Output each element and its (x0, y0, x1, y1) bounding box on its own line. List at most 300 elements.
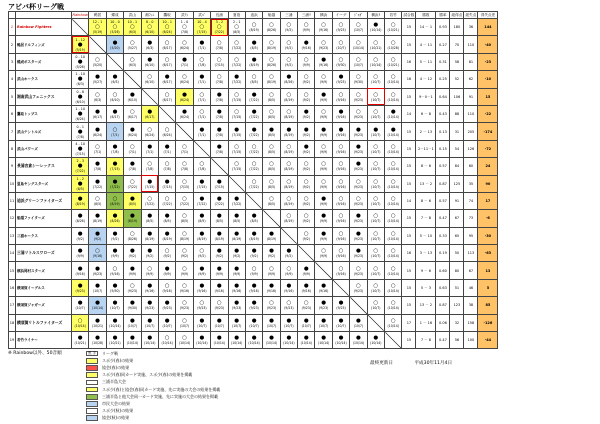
game-date: (9/9) (319, 167, 328, 172)
loss-mark: ● (77, 163, 83, 170)
game-date: (10/14) (387, 289, 399, 294)
header-opponent: Rainbow (72, 13, 88, 17)
loss-mark: ● (234, 265, 240, 272)
win-mark: ○ (390, 91, 396, 98)
result-cell (263, 71, 280, 88)
game-date: (7/8) (215, 115, 224, 120)
loss-mark: ● (234, 196, 240, 203)
game-date: (7/8) (111, 149, 119, 154)
team-name: 横須賀イーグルス (16, 279, 72, 296)
loss-mark: ● (251, 248, 257, 255)
result-cell (263, 158, 280, 175)
team-number: 15 (9, 262, 16, 279)
result-cell (280, 71, 297, 88)
game-date: (10/14) (335, 341, 347, 346)
win-mark: ○ (269, 143, 274, 150)
result-cell (106, 105, 123, 122)
game-date: (10/14) (387, 132, 399, 137)
result-cell (211, 227, 228, 244)
game-date: (10/14) (248, 341, 260, 346)
game-date: (5/26) (110, 30, 120, 35)
game-date: (10/14) (387, 271, 399, 276)
result-cell (385, 88, 402, 105)
win-mark: ○ (182, 230, 187, 237)
game-date: (9/16) (336, 149, 346, 154)
game-date: (8/5) (250, 80, 258, 85)
runs-scored: 125 (450, 175, 464, 192)
header-standing: 総失点 (465, 13, 477, 17)
win-mark: ○ (164, 283, 170, 290)
loss-mark: ● (147, 39, 153, 46)
legend-item (86, 364, 220, 371)
runs-scored: 65 (450, 227, 464, 244)
win-mark: ○ (303, 196, 309, 203)
legend-item (86, 393, 220, 400)
loss-mark: ● (77, 335, 83, 342)
team-number: 3 (9, 53, 16, 70)
win-mark: ○ (112, 91, 118, 98)
win-loss: 4 － 11 (416, 36, 436, 53)
score: 10 - 4 (197, 20, 207, 25)
result-cell (176, 210, 193, 227)
result-cell (89, 210, 106, 227)
game-date: (7/1) (146, 149, 154, 154)
game-date: (10/7) (371, 149, 381, 154)
legend (86, 350, 220, 422)
loss-mark: ● (303, 39, 309, 46)
games-played: 15 (402, 262, 416, 279)
result-cell (72, 245, 89, 262)
result-cell (89, 53, 106, 70)
win-mark: ○ (269, 265, 274, 272)
loss-mark: ● (164, 300, 170, 307)
game-date: (7/15) (232, 132, 242, 137)
result-cell (367, 53, 384, 70)
game-date: (7/8) (93, 167, 102, 172)
result-cell (176, 19, 193, 36)
game-date: (10/7) (371, 306, 381, 311)
result-cell (72, 314, 89, 331)
win-mark: ○ (390, 178, 396, 185)
loss-mark: ● (147, 213, 153, 220)
game-date: (5/27) (92, 80, 103, 85)
result-cell (367, 175, 384, 192)
result-cell (211, 158, 228, 175)
win-mark: ○ (303, 300, 309, 307)
result-cell (332, 158, 349, 175)
game-date: (9/16) (110, 271, 120, 276)
game-date: (7/22) (214, 30, 224, 35)
loss-mark: ● (95, 178, 100, 185)
loss-mark: ● (77, 128, 83, 135)
games-played: 15 (402, 210, 416, 227)
result-cell (280, 158, 297, 175)
loss-mark: ● (251, 213, 257, 220)
result-cell (367, 123, 384, 140)
result-cell (211, 332, 228, 349)
game-date: (9/9) (146, 271, 154, 276)
result-cell (245, 192, 262, 209)
game-date: (6/17) (127, 115, 138, 120)
result-cell (315, 175, 332, 192)
game-date: (6/10) (145, 30, 155, 35)
win-mark: ○ (77, 317, 83, 324)
win-mark: ○ (338, 22, 344, 29)
loss-mark: ● (112, 143, 118, 150)
win-mark: ○ (373, 161, 379, 168)
game-date: (10/7) (249, 323, 259, 328)
win-mark: ○ (182, 178, 187, 185)
loss-mark: ● (199, 126, 205, 133)
game-date: (10/7) (92, 289, 103, 294)
result-cell (106, 36, 123, 53)
game-date: (8/19) (284, 219, 294, 224)
game-date: (10/7) (75, 306, 85, 311)
win-loss: 1 － 16 (416, 314, 436, 331)
result-cell (385, 210, 402, 227)
game-date: (9/23) (75, 289, 85, 294)
legend-item (86, 350, 220, 357)
result-cell (176, 123, 193, 140)
win-mark: ○ (147, 196, 153, 203)
loss-mark: ● (216, 283, 222, 290)
game-date: (9/16) (336, 115, 346, 120)
legend-item (86, 372, 220, 379)
result-cell (298, 245, 315, 262)
win-mark: ○ (147, 161, 153, 168)
loss-mark: ● (77, 58, 83, 65)
win-mark: ○ (338, 213, 344, 220)
win-mark: ○ (373, 196, 379, 203)
header-no (9, 12, 16, 19)
result-cell (315, 36, 332, 53)
game-date: (8/19) (284, 184, 294, 189)
result-cell (106, 53, 123, 70)
result-cell (106, 71, 123, 88)
loss-mark: ● (164, 213, 170, 220)
win-mark: ○ (129, 178, 135, 185)
result-cell (89, 175, 106, 192)
result-cell (315, 210, 332, 227)
game-date: (9/2) (302, 184, 310, 189)
game-date: (8/5) (146, 219, 154, 224)
team-name: 横須賀ジャガーズ (16, 297, 72, 314)
loss-mark: ● (95, 317, 100, 324)
result-cell (124, 123, 141, 140)
loss-mark: ● (356, 335, 361, 342)
win-mark: ○ (356, 178, 361, 185)
result-cell (124, 158, 141, 175)
loss-mark: ● (234, 317, 240, 324)
result-cell (72, 279, 89, 296)
runs-scored: 84 (450, 158, 464, 175)
header-opponent: 鷹取 (158, 12, 175, 19)
team-number: 14 (9, 245, 16, 262)
loss-mark: ● (147, 248, 153, 255)
win-mark: ○ (182, 161, 187, 168)
game-date: (7/22) (232, 45, 242, 50)
loss-mark: ● (321, 213, 327, 220)
win-pct: 0.25 (436, 71, 450, 88)
game-date: (10/7) (371, 97, 381, 102)
loss-mark: ● (356, 143, 361, 150)
game-date: (7/22) (232, 80, 242, 85)
game-date: (9/2) (302, 132, 310, 137)
game-date: (8/5) (233, 30, 241, 35)
result-cell (158, 210, 175, 227)
run-diff: 5 (478, 279, 498, 296)
game-date: (6/17) (145, 115, 155, 120)
game-date: (10/14) (317, 341, 330, 346)
game-date: (6/10) (145, 80, 155, 85)
win-mark: ○ (356, 22, 361, 29)
game-date: (7/22) (249, 97, 259, 102)
game-date: (8/19) (266, 80, 277, 85)
result-cell (158, 314, 175, 331)
game-date: (9/9) (302, 62, 310, 67)
result-cell (176, 332, 193, 349)
win-mark: ○ (390, 317, 396, 324)
result-cell (72, 332, 89, 349)
runs-scored: 54 (450, 140, 464, 157)
games-played: 15 (402, 19, 416, 36)
win-mark: ○ (199, 248, 205, 255)
game-date: (9/16) (75, 271, 85, 276)
result-cell (280, 279, 297, 296)
win-mark: ○ (112, 24, 118, 31)
legend-text: リーグ戦 (102, 350, 118, 356)
header-opponent: 蝶成 (106, 12, 123, 19)
game-date: (9/16) (336, 184, 346, 189)
game-date: (9/23) (353, 271, 364, 276)
win-mark: ○ (112, 196, 118, 203)
result-cell (124, 175, 141, 192)
result-cell (280, 227, 297, 244)
loss-mark: ● (112, 213, 118, 220)
result-cell (106, 245, 123, 262)
result-cell (367, 158, 384, 175)
result-cell (385, 192, 402, 209)
team-name: 三浦ホークス (16, 227, 72, 244)
game-date: (8/5) (267, 149, 276, 154)
result-cell (245, 88, 262, 105)
loss-mark: ● (216, 248, 222, 255)
result-cell (350, 123, 367, 140)
game-date: (9/9) (319, 254, 328, 259)
result-cell (141, 53, 158, 70)
game-date: (9/9) (233, 271, 241, 276)
result-cell (89, 227, 106, 244)
win-mark: ○ (251, 143, 257, 150)
loss-mark: ● (164, 317, 170, 324)
game-date: (7/15) (214, 184, 224, 189)
win-mark: ○ (321, 178, 327, 185)
result-cell (158, 140, 175, 157)
result-cell (72, 210, 89, 227)
win-mark: ○ (286, 300, 292, 307)
game-date: (10/7) (145, 323, 155, 328)
win-mark: ○ (164, 39, 170, 46)
game-date: (8/19) (179, 236, 190, 241)
result-cell (106, 262, 123, 279)
game-date: (10/14) (74, 323, 86, 328)
win-mark: ○ (269, 22, 274, 29)
legend-swatch (86, 365, 98, 371)
game-date: (7/22) (249, 184, 259, 189)
win-mark: ○ (95, 24, 100, 31)
game-date: (9/16) (92, 254, 103, 259)
loss-mark: ● (129, 248, 135, 255)
win-mark: ○ (129, 39, 135, 46)
team-row (9, 53, 498, 70)
game-date: (9/16) (336, 271, 346, 276)
runs-scored: 56 (450, 332, 464, 349)
game-date: (9/2) (302, 167, 310, 172)
game-date: (7/8) (163, 167, 171, 172)
win-mark: ○ (390, 161, 396, 168)
result-cell (141, 88, 158, 105)
win-mark: ○ (321, 109, 327, 116)
result-cell (193, 332, 210, 349)
game-date: (10/7) (371, 271, 381, 276)
win-mark: ○ (390, 22, 396, 29)
result-cell (211, 140, 228, 157)
game-date: (8/5) (215, 219, 224, 224)
win-mark: ○ (286, 109, 292, 116)
win-mark: ○ (303, 213, 309, 220)
header-standing: 総得点 (451, 13, 463, 17)
loss-mark: ● (129, 91, 135, 98)
game-date: (9/16) (318, 289, 329, 294)
game-date: (5/27) (127, 45, 138, 50)
loss-mark: ● (199, 283, 205, 290)
win-mark: ○ (390, 56, 396, 63)
result-cell (367, 227, 384, 244)
loss-mark: ● (199, 265, 205, 272)
game-date: (6/10) (110, 97, 120, 102)
result-cell (350, 297, 367, 314)
result-cell (141, 36, 158, 53)
runs-scored: 32 (450, 314, 464, 331)
games-played: 16 (402, 245, 416, 262)
game-date: (8/19) (249, 28, 259, 33)
runs-allowed: 126 (464, 140, 478, 157)
game-date: (9/9) (198, 271, 206, 276)
result-cell (298, 279, 315, 296)
result-cell (315, 19, 332, 36)
win-pct: 0.47 (436, 332, 450, 349)
loss-mark: ● (234, 300, 240, 307)
result-cell (211, 71, 228, 88)
header-opponent: 若竹 (385, 12, 402, 19)
loss-mark: ● (129, 196, 135, 203)
win-mark: ○ (321, 39, 327, 46)
loss-mark: ● (373, 22, 379, 29)
loss-mark: ● (77, 196, 83, 203)
result-cell (350, 279, 367, 296)
result-cell (228, 314, 245, 331)
win-mark: ○ (286, 178, 292, 185)
loss-mark: ● (199, 74, 205, 81)
game-date: (6/3) (128, 30, 137, 35)
game-date: (9/2) (111, 236, 119, 241)
loss-mark: ● (286, 74, 292, 81)
runs-scored: 80 (450, 262, 464, 279)
game-date: (8/19) (284, 167, 294, 172)
game-date: (9/16) (318, 28, 329, 33)
game-date: (9/16) (197, 289, 207, 294)
result-cell (298, 105, 315, 122)
result-cell (141, 314, 158, 331)
win-loss: 6 － 8 (416, 105, 436, 122)
win-mark: ○ (164, 56, 170, 63)
result-cell (228, 245, 245, 262)
game-date: (7/22) (232, 62, 242, 67)
team-name: 湘南武山フェニックス (16, 88, 72, 105)
win-mark: ○ (338, 161, 344, 168)
runs-scored: 106 (450, 88, 464, 105)
game-date: (9/23) (336, 306, 346, 311)
result-cell (245, 279, 262, 296)
game-date: (10/21) (91, 323, 104, 328)
game-date: (9/23) (266, 306, 277, 311)
game-date: (9/16) (336, 132, 346, 137)
loss-mark: ● (356, 161, 361, 168)
team-name: 若竹ライナー (16, 332, 72, 349)
result-cell (350, 71, 367, 88)
result-cell (176, 105, 193, 122)
header-standing: 得失点差 (478, 12, 498, 19)
run-diff: 17 (478, 192, 498, 209)
result-cell (176, 314, 193, 331)
runs-allowed: 158 (464, 314, 478, 331)
loss-mark: ● (234, 230, 240, 237)
loss-mark: ● (199, 213, 205, 220)
win-mark: ○ (199, 91, 205, 98)
win-mark: ○ (129, 143, 135, 150)
loss-mark: ● (356, 248, 361, 255)
score: 10 - 0 (110, 20, 120, 25)
win-mark: ○ (164, 248, 170, 255)
win-mark: ○ (147, 74, 153, 81)
team-number: 10 (9, 175, 16, 192)
result-cell (263, 19, 280, 36)
win-mark: ○ (303, 178, 309, 185)
team-name: 蝶成ボスターズ (16, 53, 72, 70)
result-cell (158, 192, 175, 209)
result-cell (124, 71, 141, 88)
loss-mark: ● (303, 283, 309, 290)
legend-swatch (86, 408, 98, 414)
score: 0 - 1 (76, 124, 84, 129)
loss-mark: ● (182, 91, 187, 98)
win-mark: ○ (182, 196, 187, 203)
result-cell (350, 332, 367, 349)
result-cell (141, 175, 158, 192)
win-mark: ○ (129, 56, 135, 63)
result-cell (245, 245, 262, 262)
result-cell (367, 245, 384, 262)
loss-mark: ● (321, 317, 327, 324)
runs-allowed: 110 (464, 36, 478, 53)
result-cell (176, 192, 193, 209)
game-date: (10/14) (387, 202, 399, 207)
win-mark: ○ (338, 143, 344, 150)
loss-mark: ● (321, 91, 327, 98)
game-date: (8/5) (267, 97, 276, 102)
result-cell (315, 53, 332, 70)
result-cell (367, 105, 384, 122)
